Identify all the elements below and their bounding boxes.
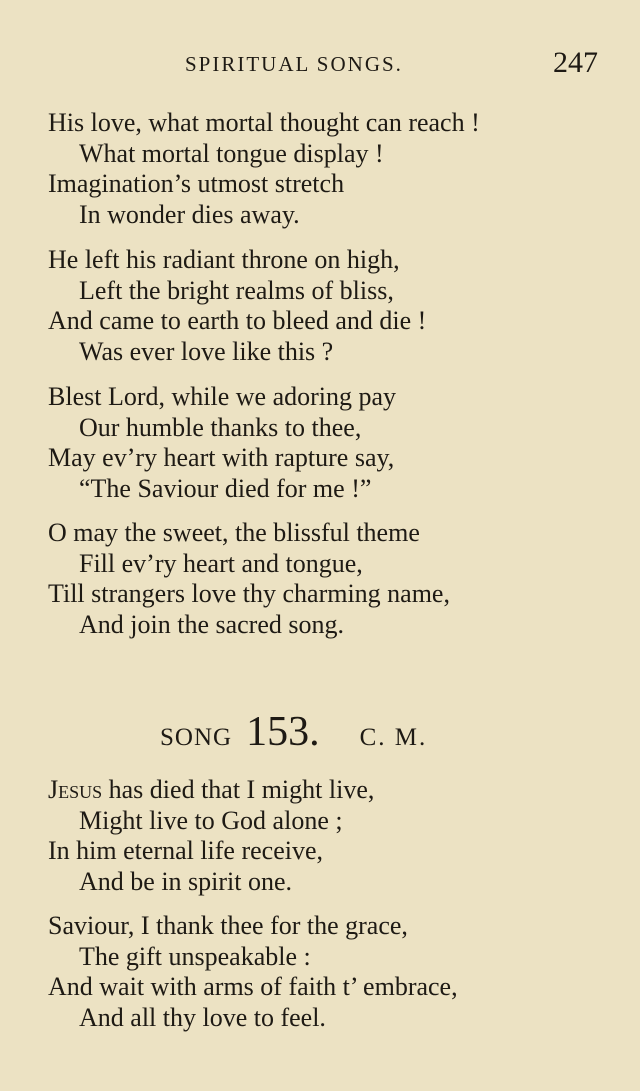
song-heading	[160, 708, 427, 756]
verse-line: The gift unspeakable :	[79, 941, 311, 971]
verse-line: “The Saviour died for me !”	[79, 473, 372, 503]
verse-line: Was ever love like this ?	[79, 336, 334, 366]
verse-line: In him eternal life receive,	[48, 836, 324, 865]
song-number: 153.	[246, 709, 320, 755]
stanza-1	[48, 108, 480, 230]
stanza-2	[48, 245, 426, 367]
verse-line: And wait with arms of faith t’ embrace,	[48, 972, 458, 1001]
verse-line: And came to earth to bleed and die !	[48, 306, 427, 335]
verse-line: Our humble thanks to thee,	[79, 412, 362, 442]
stanza-3	[48, 382, 396, 504]
verse-line: Imagination’s utmost stretch	[48, 169, 345, 198]
verse-line: Till strangers love thy charming name,	[48, 579, 450, 608]
verse-line: Fill ev’ry heart and tongue,	[79, 548, 363, 578]
verse-line: His love, what mortal thought can reach !	[48, 108, 480, 137]
song-label: SONG	[160, 724, 233, 751]
page-number: 247	[553, 46, 598, 79]
verse-line: In wonder dies away.	[79, 199, 300, 229]
verse-line: May ev’ry heart with rapture say,	[48, 443, 395, 472]
song-stanza-1	[48, 775, 374, 897]
first-line-rest: has died that I might live,	[108, 775, 375, 804]
verse-line	[48, 775, 374, 806]
song-stanza-2	[48, 911, 458, 1033]
running-head: SPIRITUAL SONGS.	[185, 52, 403, 76]
verse-line: Blest Lord, while we adoring pay	[48, 382, 397, 411]
verse-line: O may the sweet, the blissful theme	[48, 518, 420, 547]
verse-line: And all thy love to feel.	[79, 1002, 326, 1032]
verse-line: Saviour, I thank thee for the grace,	[48, 911, 408, 940]
verse-line: He left his radiant throne on high,	[48, 245, 400, 274]
verse-line: And join the sacred song.	[79, 609, 345, 639]
verse-line: What mortal tongue display !	[79, 138, 384, 168]
stanza-4	[48, 518, 450, 640]
verse-line: And be in spirit one.	[79, 866, 293, 896]
song-meter: C. M.	[359, 724, 428, 751]
verse-line: Left the bright realms of bliss,	[79, 275, 394, 305]
first-word: Jesus	[48, 775, 103, 804]
verse-line: Might live to God alone ;	[79, 805, 343, 835]
